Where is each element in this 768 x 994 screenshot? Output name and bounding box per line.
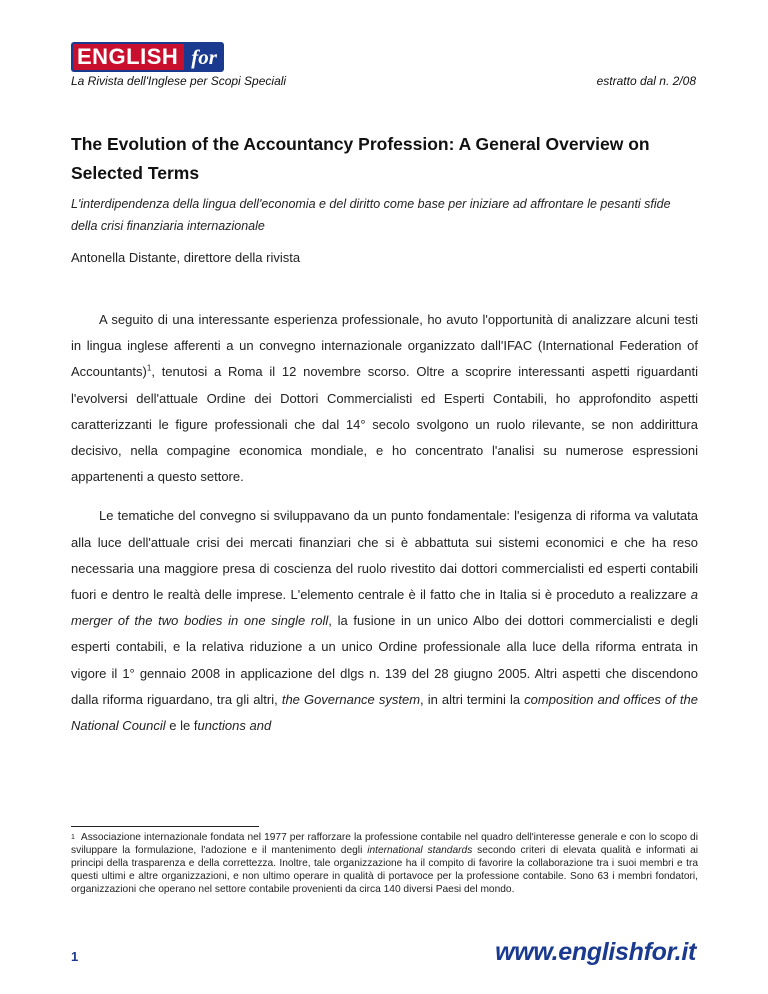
paragraph-2-text-a: Le tematiche del convegno si sviluppavano da un punto fondamentale: l'esigenza di riforma va valutata alla luce dell'attuale crisi dei mercati finanziari che si è abbattuta sui sistemi economici e che ha reso necessaria una maggiore presa di coscienza del ruolo rivestito dai dottori commercialisti ed esperti contabili fuori e dentro le realtà delle imprese. L'elemento centrale è il fatto che in Italia si è proceduto a realizzare xyxy=(71,508,698,603)
footnote xyxy=(71,831,698,896)
paragraph-2-text-d: e le f xyxy=(165,718,198,734)
page-number: 1 xyxy=(71,949,79,964)
footnote-emphasis: international standards xyxy=(367,845,473,856)
footnote-text-a: Associazione internazionale fondata nel 1977 per rafforzare la professione contabile nel quadro dell'interesse generale e con lo scopo di sviluppare la formulazione, l'adozione e il mantenimento degli xyxy=(71,832,698,856)
article-title: The Evolution of the Accountancy Profession: A General Overview on Selected Terms xyxy=(71,134,650,183)
paragraph-2-emphasis-4: unctions and xyxy=(197,718,272,734)
issue-info: estratto dal n. 2/08 xyxy=(596,74,696,88)
logo-wordmark: ENGLISH xyxy=(71,42,184,72)
paragraph-2-text-b: , la fusione in un unico Albo dei dottori commercialisti e degli esperti contabili, e la relativa riduzione a un unico Ordine professionale alla luce della riforma entrata in vigore il 1° gennaio 2008 in applicazione del dlgs n. 139 del 28 giugno 2005. Altri aspetti che discendono dalla riforma riguardano, tra gli altri, xyxy=(71,613,698,707)
paragraph-1-text-a: A seguito di una interessante esperienza professionale, ho avuto l'opportunità di analizzare alcuni testi in lingua inglese afferenti a un convegno internazionale organizzato dall'IFAC (International Federation of Accountants) xyxy=(71,312,698,380)
logo-for-mark: for xyxy=(184,42,224,72)
website-link[interactable]: www.englishfor.it xyxy=(495,938,696,966)
magazine-logo xyxy=(71,42,224,72)
article-author: Antonella Distante, direttore della rivista xyxy=(71,250,301,265)
footnote-divider xyxy=(71,826,259,827)
article-subtitle: L'interdipendenza della lingua dell'economia e del diritto come base per iniziare ad affrontare le pesanti sfide della crisi finanziaria internazionale xyxy=(71,197,671,233)
paragraph-2-emphasis-3: composition and offices of the National Council xyxy=(71,691,698,734)
article-body xyxy=(71,307,698,752)
paragraph-2-text-c: , in altri termini la xyxy=(420,691,525,707)
paragraph-1-text-b: , tenutosi a Roma il 12 novembre scorso. Oltre a scoprire interessanti aspetti riguardanti l'evolversi dell'attuale Ordine dei Dottori Commercialisti ed Esperti Contabili, ho approfondito aspetti caratterizzanti le figure professionali che dal 14° secolo svolgono un ruolo rilevante, se non addirittura decisivo, nella compagine economica mondiale, e ho concentrato l'analisi su numerose espressioni appartenenti a questo settore. xyxy=(71,364,698,485)
footnote-mark: 1 xyxy=(71,834,75,841)
footnote-reference: 1 xyxy=(146,364,152,374)
footnote-text-b: secondo criteri di elevata qualità e informati ai principi della trasparenza e della correttezza. Inoltre, tale organizzazione ha il compito di favorire la collaborazione tra i suoi membri e tra questi ultimi e altre organizzazioni, e non ultimo operare in qualità di portavoce per la professione contabile. Sono 63 i membri fondatori, organizzazioni che operano nel settore contabile provenienti da circa 140 diversi Paesi del mondo. xyxy=(71,845,699,895)
paragraph-2-emphasis-2: the Governance system xyxy=(281,691,421,707)
magazine-subtitle: La Rivista dell'Inglese per Scopi Speciali xyxy=(71,74,287,88)
paragraph-2-emphasis-1: a merger of the two bodies in one single roll xyxy=(71,587,698,629)
paragraph-1 xyxy=(71,307,698,490)
paragraph-2 xyxy=(71,503,698,739)
